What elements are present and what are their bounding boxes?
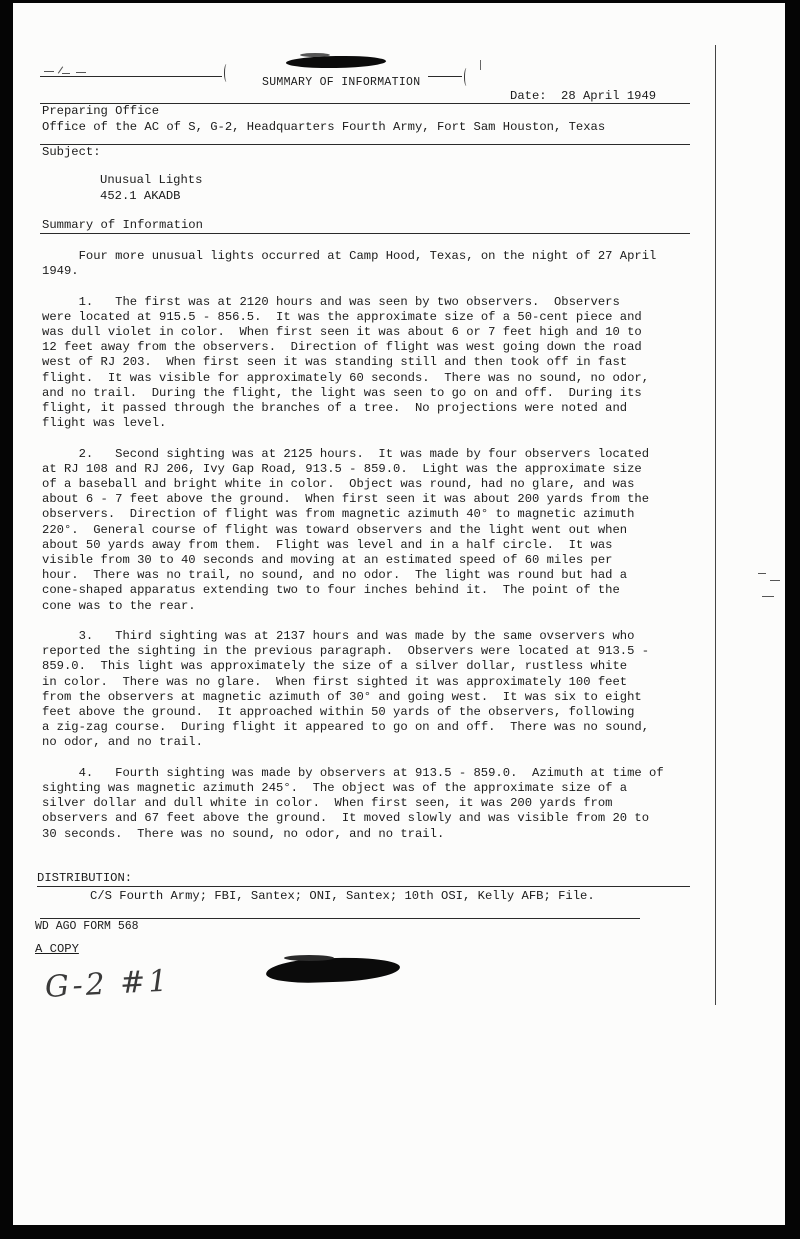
summary-rule: [40, 233, 690, 234]
date-label: Date:: [510, 89, 547, 103]
paragraph-number: 1.: [78, 294, 94, 309]
tick-mark: [480, 60, 481, 70]
title-rule-left: [40, 76, 222, 77]
paragraph-text: Fourth sighting was made by observers at 913.5 - 859.0. Azimuth at time of sighting was magnetic azimuth 245°. The object was of the approximate size of a silver dollar and dull white in color. When first seen, it was 200 yards from observers and 67 feet above the ground. It moved slowly and was visible from 20 to 30 seconds. There was no sound, no odor, and no trail.: [42, 765, 664, 841]
paren-mark: [464, 68, 469, 86]
margin-mark: [770, 580, 780, 581]
intro-text: Four more unusual lights occurred at Camp Hood, Texas, on the night of 27 April 1949.: [42, 249, 657, 279]
copy-label: A COPY: [35, 942, 79, 956]
distribution-recipients: C/S Fourth Army; FBI, Santex; ONI, Santex; 10th OSI, Kelly AFB; File.: [90, 889, 595, 903]
distribution-rule: [37, 886, 690, 887]
subject-line-1: Unusual Lights: [100, 173, 203, 187]
paragraph-text: Second sighting was at 2125 hours. It was made by four observers located at RJ 108 and RJ 206, Ivy Gap Road, 913.5 - 859.0. Light was the approximate size of a baseball and bright white in color. Object was round, had no glare, and was about 6 - 7 feet above the ground. When first seen it was about 200 yards from the observers. Direction of flight was from magnetic azimuth 40° to magnetic azimuth 220°. General course of flight was toward observers and the light went out when about 50 yards away from them. Flight was level and in a half circle. It was visible from 30 to 40 seconds and moving at an estimated speed of 60 miles per hour. There was no trail, no sound, and no odor. The light was round but had a cone-shaped apparatus extending two to four inches behind it. The point of the cone was to the rear.: [42, 446, 650, 613]
paragraph-number: 3.: [78, 629, 94, 644]
distribution-label: DISTRIBUTION:: [37, 871, 133, 885]
page-title: SUMMARY OF INFORMATION: [262, 76, 421, 89]
subject-rule: [40, 144, 690, 145]
margin-vertical-rule: [715, 45, 716, 1005]
paragraph-text: Third sighting was at 2137 hours and was made by the same ovservers who reported the sighting in the previous paragraph. Observers were located at 913.5 - 859.0. This light was approximately the size of a silver dollar, rustless white in color. There was no glare. When first sighted it was approximately 100 feet from the observers at magnetic azimuth of 30° and going west. It was six to eight feet above the ground. It approached within 50 yards of the observers, following a zig-zag course. During flight it appeared to go on and off. There was no sound, no odor, and no trail.: [42, 629, 650, 750]
redaction-smudge: [284, 955, 334, 961]
paragraph-4: [42, 766, 742, 842]
paragraph-number: 4.: [78, 765, 94, 780]
date-value: 28 April 1949: [561, 89, 657, 103]
margin-mark: [76, 72, 86, 73]
paren-mark: [224, 64, 229, 82]
form-number: WD AGO FORM 568: [35, 920, 139, 933]
subject-line-2: 452.1 AKADB: [100, 189, 181, 203]
redaction-smudge: [300, 53, 330, 57]
subject-label: Subject:: [42, 145, 101, 159]
paragraph-3: [42, 629, 742, 751]
preparing-office-label: Preparing Office: [42, 104, 160, 118]
paragraph-2: [42, 447, 742, 614]
margin-mark: [44, 71, 54, 72]
summary-label: Summary of Information: [42, 218, 203, 232]
intro-paragraph: [42, 249, 742, 279]
handwritten-note: G-2 #1: [44, 963, 172, 1005]
margin-mark: [762, 596, 774, 597]
paragraph-text: The first was at 2120 hours and was seen by two observers. Observers were located at 915.5 - 856.5. It was the approximate size of a 50-cent piece and was dull violet in color. When first seen it was about 6 or 7 feet high and 10 to 12 feet away from the observers. Direction of flight was west going down the road west of RJ 203. When first seen it was standing still and then took off in fast flight. It was visible for approximately 60 seconds. There was no sound, no odor, and no trail. During the flight, the light was seen to go on and off. During its flight, it passed through the branches of a tree. No projections were noted and flight was level.: [42, 294, 650, 431]
preparing-office: Office of the AC of S, G-2, Headquarters Fourth Army, Fort Sam Houston, Texas: [42, 120, 606, 134]
paragraph-number: 2.: [78, 446, 94, 461]
summary-body: [42, 249, 742, 857]
margin-mark: [758, 573, 766, 574]
margin-mark: [62, 73, 70, 74]
paragraph-1: [42, 295, 742, 432]
title-rule-right: [428, 76, 462, 77]
